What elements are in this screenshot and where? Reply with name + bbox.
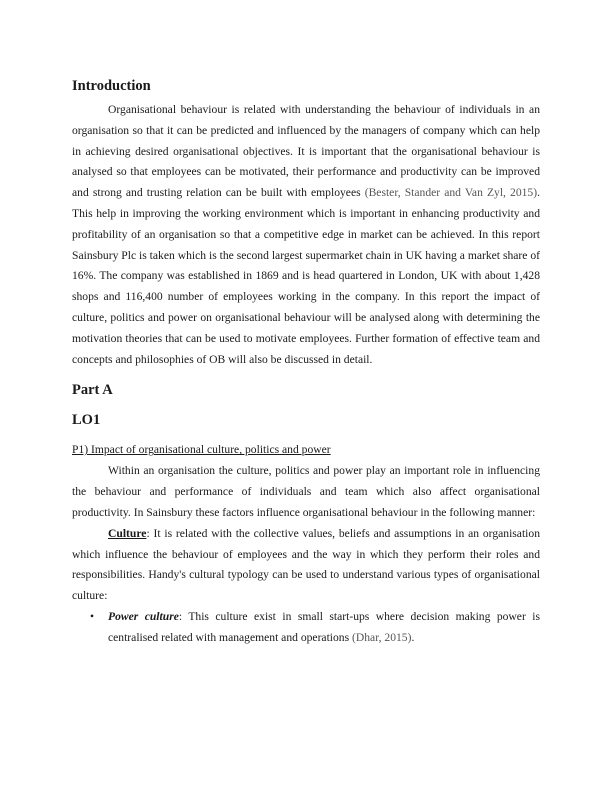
citation: (Bester, Stander and Van Zyl, 2015) <box>364 186 538 200</box>
p1-subheading: P1) Impact of organisational culture, politics and power <box>72 443 331 457</box>
culture-types-list <box>72 607 540 649</box>
list-item <box>90 607 540 649</box>
sentence-end: . <box>411 630 415 644</box>
lo1-paragraph: Within an organisation the culture, politics and power play an important role in influencing the behaviour and performance of individuals and team which also affect organisational productivity. In Sainsbury these factors influence organisational behaviour in the following manner: <box>72 464 540 519</box>
culture-paragraph <box>72 524 540 607</box>
power-culture-term: Power culture <box>108 609 179 623</box>
culture-text: : It is related with the collective values, beliefs and assumptions in an organisation which influence the behaviour of employees and the way in which they perform their roles and responsibilities. Handy's cultural typology can be used to understand various types of organisational culture: <box>72 526 540 603</box>
part-a-heading: Part A <box>72 382 113 399</box>
power-culture-text: : This culture exist in small start-ups where decision making power is centralised related with management and operations <box>108 609 540 644</box>
introduction-heading: Introduction <box>72 78 151 94</box>
introduction-text: Organisational behaviour is related with understanding the behaviour of individuals in an organisation so that it can be predicted and influenced by the managers of company which can help in achieving desired organisational objectives. It is important that the organisational behaviour is analysed so that employees can be motivated, their performance and productivity can be improved and strong and trusting relation can be built with employees <box>72 103 540 200</box>
bullet-icon: • <box>90 609 95 623</box>
document-page <box>72 76 540 649</box>
citation: (Dhar, 2015) <box>352 630 412 644</box>
culture-term: Culture <box>108 526 147 540</box>
lo1-heading: LO1 <box>72 412 101 429</box>
introduction-text-continued: . This help in improving the working environment which is important in enhancing productivity and profitability of an organisation so that a competitive edge in market can be achieved. In this report Sainsbury Plc is taken which is the second largest supermarket chain in UK having a market share of 16%. The company was established in 1869 and is head quartered in London, UK with about 1,428 shops and 116,400 number of employees working in the company. In this report the impact of culture, politics and power on organisational behaviour will be analysed along with determining the motivation theories that can be used to motivate employees. Further formation of effective team and concepts and philosophies of OB will also be discussed in detail. <box>72 186 540 366</box>
introduction-paragraph <box>72 100 540 370</box>
